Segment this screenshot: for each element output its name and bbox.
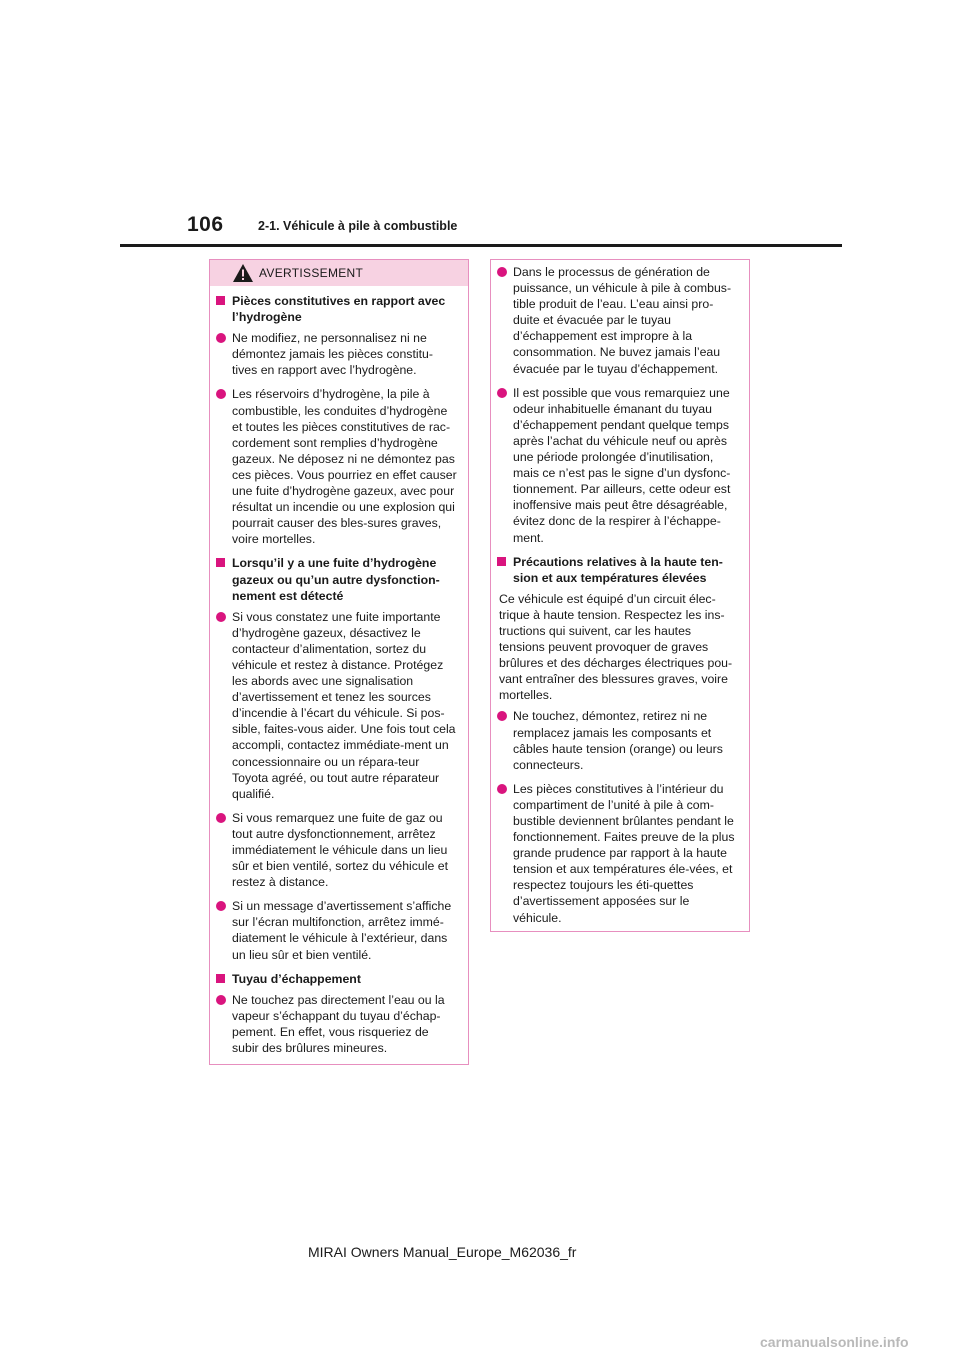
square-bullet-icon [216, 558, 225, 567]
warning-title: AVERTISSEMENT [259, 266, 364, 280]
bullet-item: Si vous remarquez une fuite de gaz ou tout autre dysfonctionnement, arrêtez immédiatement le véhicule dans un lieu sûr et bien ventilé, sortez du véhicule et restez à distance. [210, 810, 468, 890]
bullet-item: Si un message d’avertissement s’affiche sur l’écran multifonction, arrêtez immé-diatement le véhicule à l’extérieur, dans un lieu sûr et bien ventilé. [210, 898, 468, 962]
square-bullet-icon [497, 557, 506, 566]
section-heading: Tuyau d’échappement [210, 971, 468, 987]
square-bullet-icon [216, 974, 225, 983]
header-rule [120, 244, 842, 247]
section-heading: Précautions relatives à la haute ten-sion et aux températures élevées [491, 554, 749, 586]
circle-bullet-icon [497, 784, 507, 794]
bullet-item: Ne touchez pas directement l’eau ou la vapeur s’échappant du tuyau d’échap-pement. En effet, vous risqueriez de subir des brûlures mineures. [210, 992, 468, 1056]
circle-bullet-icon [497, 267, 507, 277]
circle-bullet-icon [216, 813, 226, 823]
warning-triangle-icon [232, 263, 254, 283]
circle-bullet-icon [497, 388, 507, 398]
bullet-item: Ne touchez, démontez, retirez ni ne remplacez jamais les composants et câbles haute tension (orange) ou leurs connecteurs. [491, 708, 749, 772]
bullet-item: Ne modifiez, ne personnalisez ni ne démontez jamais les pièces constitu-tives en rapport avec l’hydrogène. [210, 330, 468, 378]
warning-box-left [209, 259, 469, 1065]
circle-bullet-icon [216, 612, 226, 622]
circle-bullet-icon [216, 389, 226, 399]
manual-name: MIRAI Owners Manual_Europe_M62036_fr [308, 1244, 577, 1260]
warning-header [210, 260, 468, 286]
circle-bullet-icon [497, 711, 507, 721]
section-heading: Lorsqu’il y a une fuite d’hydrogène gazeux ou qu’un autre dysfonction-nement est détecté [210, 555, 468, 603]
bullet-item: Il est possible que vous remarquiez une odeur inhabituelle émanant du tuyau d’échappement pendant quelque temps après l’achat du véhicule neuf ou après une période prolongée d’inutilisation, mais ce n’est pas le signe d’un dysfonc-tionnement. Par ailleurs, cette odeur est inoffensive mais peut être désagréable, évitez donc de la respirer à l’échappe-ment. [491, 385, 749, 546]
circle-bullet-icon [216, 333, 226, 343]
circle-bullet-icon [216, 901, 226, 911]
section-heading: Pièces constitutives en rapport avec l’hydrogène [210, 293, 468, 325]
watermark: carmanualsonline.info [760, 1334, 909, 1350]
bullet-item: Les réservoirs d’hydrogène, la pile à combustible, les conduites d’hydrogène et toutes les pièces constitutives de rac-cordement sont remplies d’hydrogène gazeux. Ne déposez ni ne démontez pas ces pièces. Vous pourriez en effet causer une fuite d’hydrogène gazeux, avec pour résultat un incendie ou une explosion qui pourrait causer des bles-sures graves, voire mortelles. [210, 386, 468, 547]
paragraph: Ce véhicule est équipé d’un circuit élec-trique à haute tension. Respectez les ins-tructions qui suivent, car les hautes tensions peuvent provoquer de graves brûlures et des décharges électriques pou-vant entraîner des blessures graves, voire mortelles. [499, 591, 733, 703]
circle-bullet-icon [216, 995, 226, 1005]
square-bullet-icon [216, 296, 225, 305]
page-number: 106 [187, 213, 224, 236]
bullet-item: Dans le processus de génération de puissance, un véhicule à pile à combus-tible produit de l’eau. L’eau ainsi pro-duite et évacuée par le tuyau d’échappement est impropre à la consommation. Ne buvez jamais l’eau évacuée par le tuyau d’échappement. [491, 264, 749, 377]
bullet-item: Les pièces constitutives à l’intérieur du compartiment de l’unité à pile à com-bustible deviennent brûlantes pendant le fonctionnement. Faites preuve de la plus grande prudence par rapport à la haute tension et aux températures éle-vées, et respectez toujours les éti-quettes d’avertissement apposées sur le véhicule. [491, 781, 749, 926]
section-title: 2-1. Véhicule à pile à combustible [258, 219, 458, 233]
warning-box-right [490, 259, 750, 932]
bullet-item: Si vous constatez une fuite importante d’hydrogène gazeux, désactivez le contacteur d’alimentation, sortez du véhicule et restez à distance. Protégez les abords avec une signalisation d’avertissement et tenez les sources d’incendie à l’écart du véhicule. Si pos-sible, faites-vous aider. Une fois tout cela accompli, contactez immédiate-ment un concessionnaire ou un répara-teur Toyota agréé, ou tout autre réparateur qualifié. [210, 609, 468, 802]
